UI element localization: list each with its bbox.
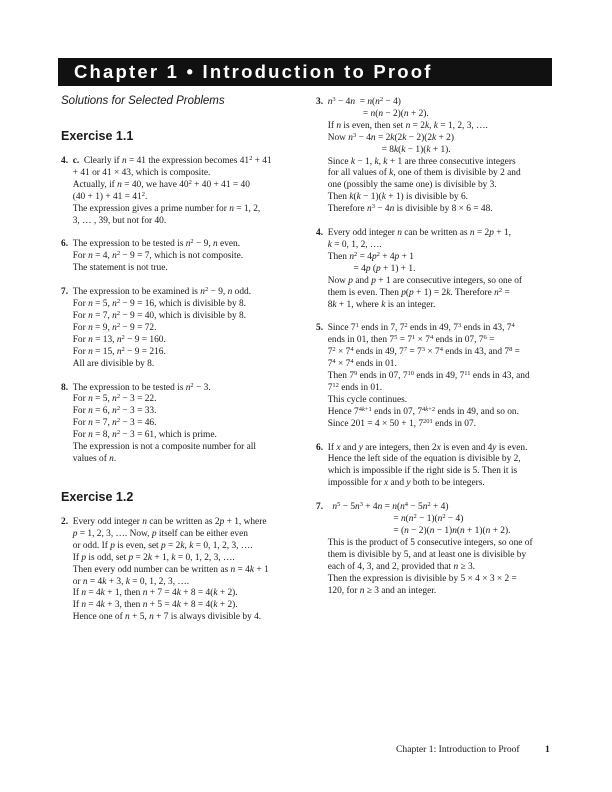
problem-line: for all values of k, one of them is divisible by 2 and xyxy=(316,168,521,179)
problem-line: Then the expression is divisible by 5 × 4 × 3 × 2 = xyxy=(316,573,517,584)
footer-text: Chapter 1: Introduction to Proof xyxy=(396,744,520,755)
problem-5 xyxy=(316,323,533,430)
problem-line: For n = 7, $n^2 - 3 = 46$. xyxy=(61,417,157,429)
problem-line: 7. The expression to be examined is $n^2 - 9$, n odd. xyxy=(61,286,252,298)
problem-line: Now $n^3 - 4n = 2k(2k - 2)(2k + 2)$ xyxy=(316,131,454,143)
problem-line: ends in 01, then $7^5 = 7^1 \times 7^4$ ends in 07, $7^6$ = xyxy=(316,334,495,346)
problem-line: 5. Since $7^1$ ends in 7, $7^2$ ends in 49, $7^3$ ends in 43, $7^4$ xyxy=(316,322,515,334)
problem-line: or n = 4k + 3, k = 0, 1, 2, 3, …. xyxy=(61,576,190,587)
problem-4 xyxy=(316,228,533,311)
problem-line: Then $n^2 = 4p^2 + 4p + 1$ xyxy=(316,250,414,262)
problem-line: If n = 4k + 3, then n + 5 = 4k + 8 = 4(k + 2). xyxy=(61,600,238,611)
problem-line: Since k − 1, k, k + 1 are three consecutive integers xyxy=(316,156,516,167)
problem-line: = $n(n^2 - 1)(n^2 - 4)$ xyxy=(316,513,464,525)
problem-line: = (n − 2)(n − 1)n(n + 1)(n + 2). xyxy=(316,526,511,536)
problem-line: Hence one of n + 5, n + 7 is always divisible by 4. xyxy=(61,612,262,623)
problem-line: 6. The expression to be tested is $n^2 - 9$, n even. xyxy=(61,238,241,250)
problem-line: Hence the left side of the equation is divisible by 2, xyxy=(316,454,521,465)
problem-line: If n is even, then set n = 2k, k = 1, 2, 3, …. xyxy=(316,120,488,131)
page-number: 1 xyxy=(545,744,550,755)
problem-line: p = 1, 2, 3, …. Now, p itself can be either even xyxy=(72,528,248,539)
problem-line: For n = 5, $n^2 - 3 = 22$. xyxy=(61,393,157,405)
problem-line: Then k(k − 1)(k + 1) is divisible by 6. xyxy=(316,192,468,203)
problem-line: 7. $n^5 - 5n^3 + 4n = n(n^4 - 5n^2 + 4)$ xyxy=(316,501,449,513)
exercise-1-1-heading: Exercise 1.1 xyxy=(61,129,134,143)
problem-line: values of n. xyxy=(61,453,117,464)
section-subtitle: Solutions for Selected Problems xyxy=(61,95,225,107)
problem-line: 4. Every odd integer n can be written as n = 2p + 1, xyxy=(316,228,511,239)
problem-line: For n = 7, $n^2 - 9 = 40$, which is divisible by 8. xyxy=(61,309,247,321)
problem-line: For n = 4, $n^2 - 9 = 7$, which is not composite. xyxy=(61,250,244,262)
problem-line: = 4p (p + 1) + 1. xyxy=(316,263,416,274)
problem-line: The statement is not true. xyxy=(61,263,168,274)
chapter-title: Chapter 1 • Introduction to Proof xyxy=(74,61,433,82)
problem-line: Then every odd number can be written as n = 4k + 1 xyxy=(61,564,269,575)
problem-line: them is divisible by 5, and at least one is divisible by xyxy=(316,549,527,560)
problem-line: For n = 9, $n^2 - 9 = 72$. xyxy=(61,321,157,333)
problem-line: 3. $n^3 - 4n = n(n^2 - 4)$ xyxy=(316,96,401,107)
left-column-exercise-1-2 xyxy=(61,517,269,624)
problem-line: Actually, if n = 40, we have $40^2 + 40 + 41 = 40$ xyxy=(61,178,250,190)
problem-line: them is even. Then p(p + 1) = 2k. Therefore $n^2$ = xyxy=(316,286,510,298)
problem-line: If n = 4k + 1, then n + 7 = 4k + 8 = 4(k + 2). xyxy=(61,588,238,599)
problem-line: 3, … , 39, but not for 40. xyxy=(61,215,167,226)
problem-8 xyxy=(61,383,272,466)
problem-line: If p is odd, set p = 2k + 1, k = 0, 1, 2, 3, …. xyxy=(61,552,235,563)
problem-6 xyxy=(316,443,533,491)
problem-line: For n = 6, $n^2 - 3 = 33$. xyxy=(61,405,157,417)
problem-line: + 41 or 41 × 43, which is composite. xyxy=(61,167,211,178)
problem-line: = n(n − 2)(n + 2). xyxy=(316,108,429,119)
problem-line: For n = 8, $n^2 - 3 = 61$, which is prime. xyxy=(61,429,217,441)
problem-2 xyxy=(61,517,269,624)
problem-line: 6. If x and y are integers, then 2x is even and 4y is even. xyxy=(316,442,528,453)
problem-line: For n = 15, $n^2 - 9 = 216$. xyxy=(61,345,166,357)
problem-line: impossible for x and y both to be integers. xyxy=(316,478,485,489)
problem-line: 8. The expression to be tested is $n^2 - 3$. xyxy=(61,381,211,393)
problem-line: 8k + 1, where k is an integer. xyxy=(316,299,436,310)
left-column-exercise-1-1 xyxy=(61,156,272,466)
problem-line: k = 0, 1, 2, …. xyxy=(327,239,382,250)
problem-line: For n = 5, $n^2 - 9 = 16$, which is divisible by 8. xyxy=(61,298,247,310)
problem-line: one (possibly the same one) is divisible by 3. xyxy=(316,180,497,191)
problem-7 xyxy=(316,502,533,597)
problem-line: 120, for n ≥ 3 and an integer. xyxy=(316,585,437,596)
problem-line: Therefore $n^3 - 4n$ is divisible by 8 × 6 = 48. xyxy=(316,203,493,215)
problem-line: = 8k(k − 1)(k + 1). xyxy=(316,144,451,155)
right-column xyxy=(316,97,533,597)
problem-line: 2. Every odd integer n can be written as 2p + 1, where xyxy=(61,517,267,527)
problem-line: This cycle continues. xyxy=(316,394,408,405)
problem-line: Now p and p + 1 are consecutive integers, so one of xyxy=(316,275,523,286)
problem-line: or odd. If p is even, set p = 2k, k = 0, 1, 2, 3, …. xyxy=(61,540,253,551)
problem-6 xyxy=(61,239,272,275)
problem-line: which is impossible if the right side is 5. Then it is xyxy=(316,466,518,477)
problem-line: This is the product of 5 consecutive integers, so one of xyxy=(316,537,533,548)
problem-line: 4. c. Clearly if n = 41 the expression becomes $41^2 + 41$ xyxy=(61,155,272,166)
problem-line: Since 201 = 4 × 50 + 1, $7^{201}$ ends in 07. xyxy=(316,417,476,429)
problem-3 xyxy=(316,97,533,216)
problem-line: Hence $7^{4k+1}$ ends in 07, $7^{4k+2}$ ends in 49, and so on. xyxy=(316,405,519,417)
problem-7 xyxy=(61,287,272,370)
problem-line: $7^2 \times 7^4$ ends in 49, $7^7 = 7^3 \times 7^4$ ends in 43, and $7^8$ = xyxy=(316,346,520,358)
problem-line: $7^{12}$ ends in 01. xyxy=(316,381,383,393)
problem-line: For n = 13, $n^2 - 9 = 160$. xyxy=(61,333,166,345)
exercise-1-2-heading: Exercise 1.2 xyxy=(61,490,134,504)
problem-line: All are divisible by 8. xyxy=(61,358,155,369)
problem-line: $(40 + 1) + 41 = 41^2$. xyxy=(61,190,148,202)
problem-line: Then $7^9$ ends in 07, $7^{10}$ ends in 49, $7^{11}$ ends in 43, and xyxy=(316,370,530,382)
problem-4 xyxy=(61,156,272,227)
problem-line: The expression gives a prime number for n = 1, 2, xyxy=(61,203,261,214)
problem-line: each of 4, 3, and 2, provided that n ≥ 3. xyxy=(316,561,476,572)
problem-line: $7^4 \times 7^4$ ends in 01. xyxy=(316,358,397,370)
problem-line: The expression is not a composite number for all xyxy=(61,442,257,453)
